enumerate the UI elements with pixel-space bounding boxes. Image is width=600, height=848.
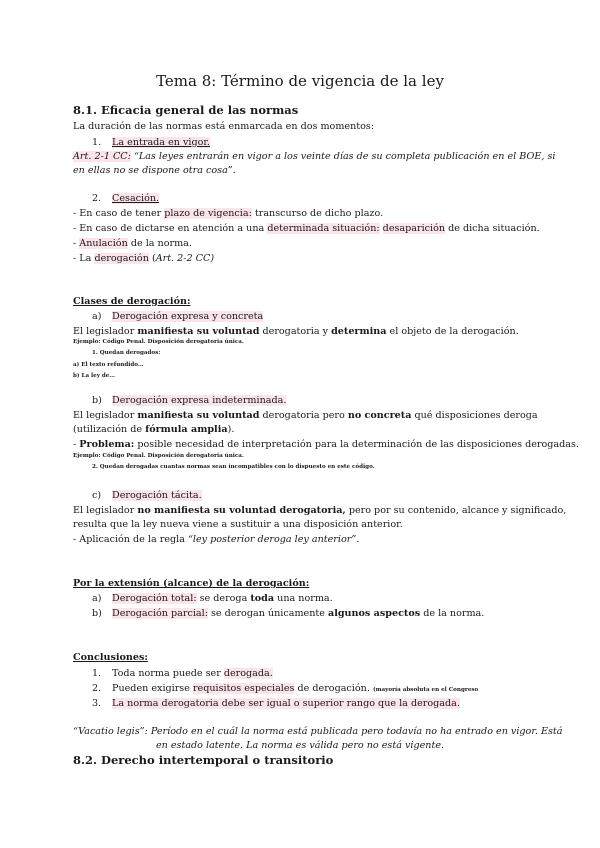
italic-text: “ley posterior deroga ley anterior”	[188, 534, 357, 545]
text: - En caso de dictarse en atención a una	[73, 223, 268, 234]
clase-b-text-cont	[73, 424, 234, 436]
text: (	[148, 253, 156, 264]
highlight-text: derogada.	[223, 668, 273, 679]
bold-text: no manifiesta su voluntad derogatoria,	[137, 505, 346, 516]
text: - Aplicación de la regla	[73, 534, 188, 545]
text: una norma.	[274, 593, 333, 604]
text: ).	[227, 424, 235, 435]
clase-a-text	[73, 326, 519, 338]
text: pero por su contenido, alcance y significado,	[345, 505, 567, 516]
bold-text: manifiesta su voluntad	[137, 410, 260, 421]
page-title: Tema 8: Término de vigencia de la ley	[156, 72, 444, 90]
highlight-text: Derogación parcial:	[112, 608, 208, 619]
article-ref: Art. 2-2 CC)	[155, 253, 215, 264]
citation-text: en ellas no se dispone otra cosa”	[73, 165, 233, 176]
text: de derogación.	[294, 683, 373, 694]
example-line: b) La ley de…	[73, 373, 115, 379]
clase-a-label	[92, 311, 263, 323]
cesacion-case	[73, 208, 383, 220]
citation-ref: Art. 2-1 CC:	[73, 151, 131, 162]
list-marker: b)	[92, 608, 102, 619]
text: derogatoria pero	[259, 410, 348, 421]
intro-text: La duración de las normas está enmarcada en dos momentos:	[73, 121, 375, 132]
highlight-text: desaparición	[382, 223, 446, 234]
extension-item-a	[92, 593, 333, 605]
vacatio-legis-note: “Vacatio legis”: Período en el cuál la norma está publicada pero todavía no ha entrado en vigor. Está	[73, 726, 563, 737]
highlight-text: La norma derogatoria debe ser igual o superior rango que la derogada.	[112, 698, 460, 709]
conclusion-item	[92, 698, 460, 710]
cesacion-case	[73, 223, 540, 235]
text: el objeto de la derogación.	[386, 326, 519, 337]
text: derogatoria y	[259, 326, 332, 337]
bold-text: Problema:	[79, 439, 135, 450]
list-marker: b)	[92, 395, 102, 406]
clase-c-label	[92, 490, 202, 502]
vacatio-legis-note-cont: en estado latente. La norma es válida pero no está vigente.	[155, 740, 445, 751]
bold-text: determina	[331, 326, 387, 337]
cesacion-case	[73, 238, 192, 250]
example-line: 2. Quedan derogadas cuantas normas sean incompatibles con lo dispuesto en este código.	[92, 464, 375, 470]
section-heading-8-1: 8.1. Eficacia general de las normas	[73, 103, 299, 117]
clase-b-problem	[73, 439, 579, 451]
text: qué disposiciones deroga	[411, 410, 538, 421]
text: de la norma.	[127, 238, 192, 249]
example-line: a) El texto refundido…	[73, 362, 144, 368]
text: -	[73, 439, 80, 450]
example-caption: Ejemplo: Código Penal. Disposición derogatoria única.	[73, 453, 244, 459]
highlight-text: requisitos especiales	[192, 683, 295, 694]
bold-text: no concreta	[347, 410, 412, 421]
list-label: La entrada en vigor.	[112, 137, 210, 148]
text: El legislador	[73, 326, 138, 337]
highlight-text: plazo de vigencia:	[164, 208, 252, 219]
article-citation-cont	[73, 165, 236, 177]
clase-c-rule	[73, 534, 359, 546]
example-caption: Ejemplo: Código Penal. Disposición derogatoria única.	[73, 339, 244, 345]
list-number: 2.	[92, 193, 102, 204]
example-line: 1. Quedan derogados:	[92, 350, 161, 356]
list-number: 3.	[92, 698, 102, 709]
list-number: 1.	[92, 668, 102, 679]
text: se deroga	[196, 593, 251, 604]
bold-text: toda	[250, 593, 275, 604]
clase-b-text	[73, 410, 538, 422]
bold-text: fórmula amplia	[145, 424, 228, 435]
cesacion-case	[73, 253, 214, 265]
list-item-cesacion	[92, 193, 159, 205]
citation-end: .	[232, 165, 236, 176]
highlight-text: determinada situación:	[267, 223, 380, 234]
subsection-heading-conclusiones: Conclusiones:	[73, 652, 148, 663]
text: (utilización de	[73, 424, 146, 435]
list-label: Derogación expresa y concreta	[112, 311, 264, 322]
article-citation	[73, 151, 555, 163]
text: El legislador	[73, 410, 138, 421]
text: Toda norma puede ser	[112, 668, 224, 679]
list-item-entrada-en-vigor	[92, 137, 210, 149]
tiny-note: (mayoría absoluta en el Congreso	[372, 687, 479, 693]
conclusion-item	[92, 668, 273, 680]
highlight-text: Derogación total:	[112, 593, 197, 604]
clase-b-label	[92, 395, 286, 407]
bold-text: algunos aspectos	[327, 608, 421, 619]
extension-item-b	[92, 608, 484, 620]
list-label: Derogación tácita.	[112, 490, 202, 501]
highlight-text: Anulación	[79, 238, 128, 249]
text: - La	[73, 253, 95, 264]
list-number: 1.	[92, 137, 102, 148]
highlight-text: derogación	[94, 253, 149, 264]
text: Pueden exigirse	[112, 683, 193, 694]
text: de la norma.	[420, 608, 485, 619]
section-heading-8-2: 8.2. Derecho intertemporal o transitorio	[73, 753, 334, 767]
list-label: Cesación.	[112, 193, 160, 204]
text: transcurso de dicho plazo.	[251, 208, 384, 219]
text: de dicha situación.	[445, 223, 540, 234]
text: posible necesidad de interpretación para la determinación de las disposiciones derogadas.	[134, 439, 579, 450]
text: El legislador	[73, 505, 138, 516]
list-label: Derogación expresa indeterminada.	[112, 395, 287, 406]
clase-c-text	[73, 505, 566, 517]
citation-text: “Las leyes entrarán en vigor a los veinte días de su completa publicación en el BOE, si	[130, 151, 556, 162]
subsection-heading-extension: Por la extensión (alcance) de la derogación:	[73, 578, 310, 589]
conclusion-item	[92, 683, 478, 695]
text: -	[73, 238, 80, 249]
list-marker: c)	[92, 490, 102, 501]
clase-c-text-cont: resulta que la ley nueva viene a sustituir a una disposición anterior.	[73, 519, 403, 530]
subsection-heading-clases: Clases de derogación:	[73, 296, 191, 307]
list-marker: a)	[92, 593, 102, 604]
bold-text: manifiesta su voluntad	[137, 326, 260, 337]
text: se derogan únicamente	[207, 608, 328, 619]
text: .	[356, 534, 360, 545]
text: - En caso de tener	[73, 208, 165, 219]
list-number: 2.	[92, 683, 102, 694]
list-marker: a)	[92, 311, 102, 322]
